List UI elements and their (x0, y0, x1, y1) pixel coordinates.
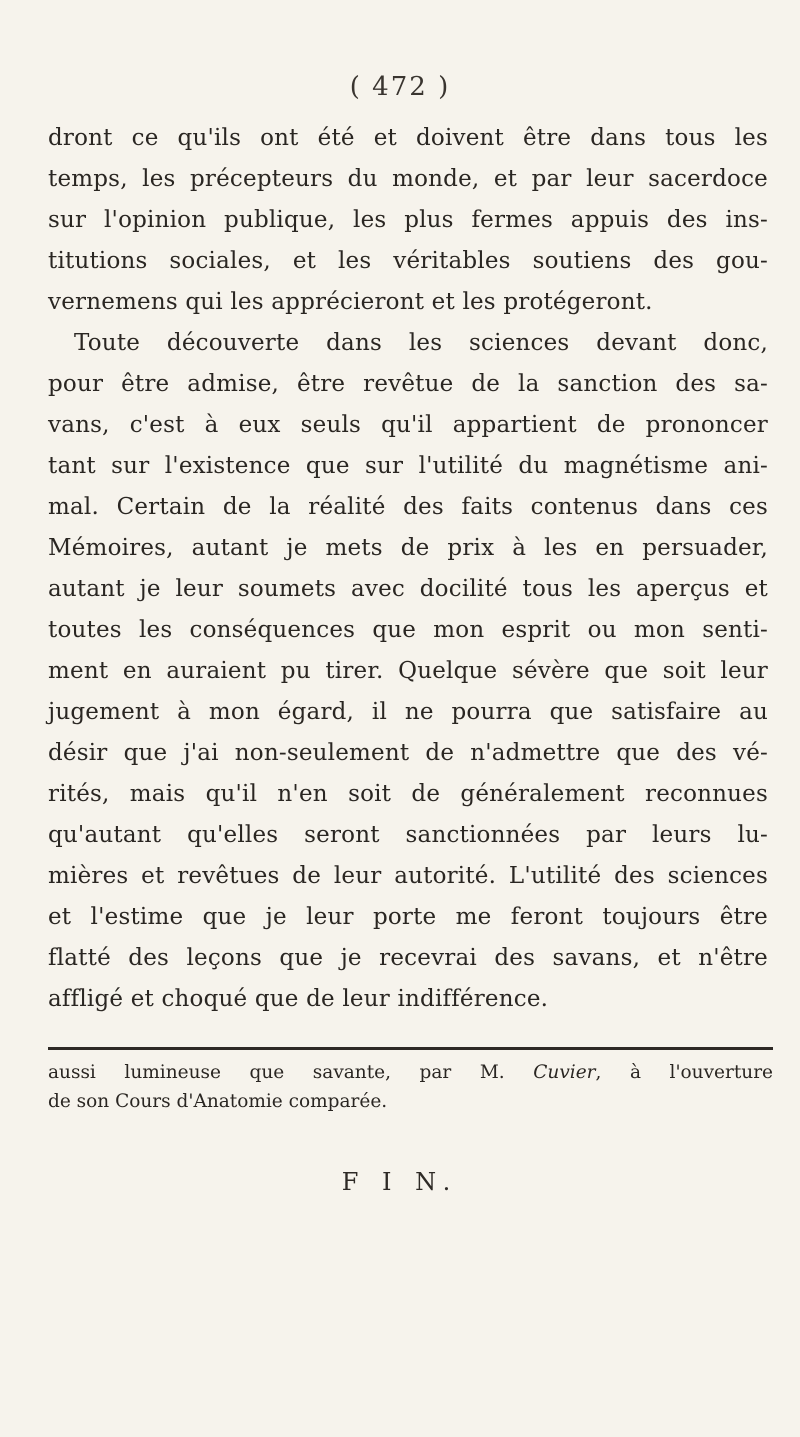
text-line: désir que j'ai non-seulement de n'admettre que des vé- (48, 740, 768, 766)
footnote-text: aussi lumineuse que savante, par M. (48, 1062, 534, 1083)
text-line: rités, mais qu'il n'en soit de généralement reconnues (48, 781, 768, 807)
footnote-divider (48, 1047, 773, 1050)
text-line: qu'autant qu'elles seront sanctionnées par leurs lu- (48, 822, 768, 848)
text-line: flatté des leçons que je recevrai des savans, et n'être (48, 945, 768, 971)
text-line: sur l'opinion publique, les plus fermes appuis des ins- (48, 207, 768, 233)
paragraph-start-line: Toute découverte dans les sciences devant donc, (74, 330, 768, 356)
text-line: dront ce qu'ils ont été et doivent être dans tous les (48, 125, 768, 151)
text-line: tant sur l'existence que sur l'utilité du magnétisme ani- (48, 453, 768, 479)
text-line: affligé et choqué que de leur indifférence. (48, 986, 549, 1012)
footnote-line (48, 1058, 773, 1087)
text-line: et l'estime que je leur porte me feront toujours être (48, 904, 768, 930)
text-line: mières et revêtues de leur autorité. L'utilité des sciences (48, 863, 768, 889)
text-line: mal. Certain de la réalité des faits contenus dans ces (48, 494, 768, 520)
end-mark: F I N. (341, 1168, 459, 1196)
footnote-author-name: Cuvier (533, 1062, 596, 1083)
text-line: Mémoires, autant je mets de prix à les en persuader, (48, 535, 768, 561)
text-line: ment en auraient pu tirer. Quelque sévère que soit leur (48, 658, 768, 684)
text-line: vans, c'est à eux seuls qu'il appartient de prononcer (48, 412, 768, 438)
text-line: autant je leur soumets avec docilité tous les aperçus et (48, 576, 768, 602)
text-line: vernemens qui les apprécieront et les protégeront. (48, 289, 653, 315)
text-line: toutes les conséquences que mon esprit ou mon senti- (48, 617, 768, 643)
text-line: titutions sociales, et les véritables soutiens des gou- (48, 248, 768, 274)
footnote-line: de son Cours d'Anatomie comparée. (48, 1091, 388, 1112)
footnote (48, 1058, 773, 1116)
page-number: ( 472 ) (349, 72, 451, 102)
text-line: pour être admise, être revêtue de la sanction des sa- (48, 371, 768, 397)
text-line: jugement à mon égard, il ne pourra que satisfaire au (48, 699, 768, 725)
body-text (48, 118, 768, 1020)
text-line: temps, les précepteurs du monde, et par leur sacerdoce (48, 166, 768, 192)
footnote-text: , à l'ouverture (595, 1062, 773, 1083)
